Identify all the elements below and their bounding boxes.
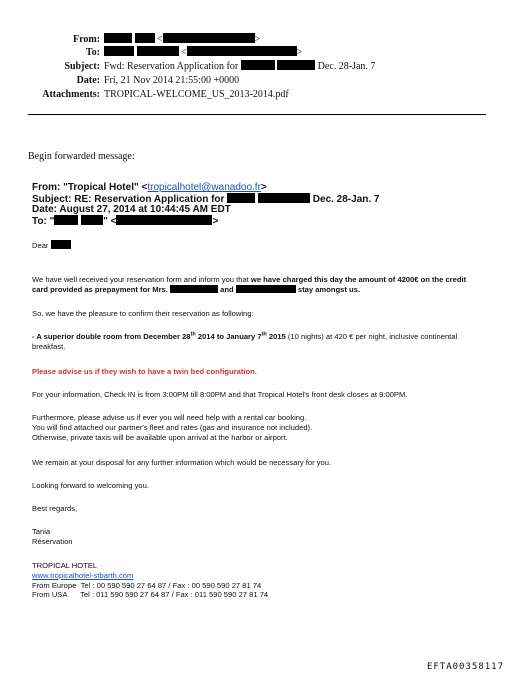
paragraph-rental: Furthermore, please advise us if ever you will need help with a rental car booking. You will find attached our partner's fleet and rates (gas and insurance not included). Otherwise, private taxis will be available upon arrival at the harbor or airport. [32, 413, 313, 442]
forward-note: Begin forwarded message: [28, 151, 135, 162]
hotel-website-link[interactable]: www.tropicalhotel-stbarth.com [32, 570, 134, 580]
hotel-contact [32, 561, 482, 600]
from-label: From: [72, 34, 100, 45]
greeting: Dear [32, 240, 482, 251]
europe-phone: Tel : 00 590 590 27 64 87 / Fax : 00 590 590 27 81 74 [80, 580, 262, 590]
fwd-from: From: "Tropical Hotel" <tropicalhotel@wanadoo.fr> [32, 182, 267, 193]
paragraph-twin-bed: Please advise us if they wish to have a twin bed configuration. [32, 367, 257, 376]
attachments-value[interactable]: TROPICAL-WELCOME_US_2013-2014.pdf [104, 89, 289, 100]
usa-phone: Tel : 011 590 590 27 64 87 / Fax : 011 590 590 27 81 74 [80, 590, 269, 600]
paragraph-welcome: Looking forward to welcoming you. [32, 481, 149, 490]
signature [32, 527, 482, 547]
fwd-subject: Subject: RE: Reservation Application for Dec. 28-Jan. 7 [32, 194, 380, 205]
date-value: Fri, 21 Nov 2014 21:55:00 +0000 [104, 75, 240, 86]
subject-value: Fwd: Reservation Application for Dec. 28-Jan. 7 [104, 61, 376, 72]
paragraph-checkin: For your information, Check IN is from 3:00PM till 8:00PM and that Tropical Hotel's front desk closes at 9:00PM. [32, 390, 408, 399]
to-value: < > [104, 46, 302, 59]
usa-label: From USA [32, 590, 68, 600]
bates-number: EFTA00358117 [426, 662, 504, 672]
sig-name: Tania [32, 527, 51, 536]
from-value: < > [104, 33, 260, 46]
sender-email-link[interactable]: tropicalhotel@wanadoo.fr [147, 182, 261, 193]
paragraph-room: - A superior double room from December 28th 2014 to January 7th 2015 (10 nights) at 420 € per night, inclusive continental breakfast. [32, 331, 458, 351]
subject-label: Subject: [64, 61, 100, 72]
header-divider [28, 114, 486, 115]
paragraph-confirm: So, we have the pleasure to confirm their reservation as following: [32, 309, 254, 318]
europe-label: From Europe [32, 580, 77, 590]
fwd-to: To: " " < > [32, 216, 219, 227]
date-label: Date: [76, 75, 100, 86]
to-label: To: [85, 47, 100, 58]
closing: Best regards, [32, 504, 78, 513]
paragraph-charge: We have well received your reservation form and inform you that we have charged this day the amount of 4200€ on the credit card provided as prepayment for Mrs. and stay amongst us. [32, 275, 467, 294]
fwd-date: Date: August 27, 2014 at 10:44:45 AM EDT [32, 204, 231, 215]
paragraph-disposal: We remain at your disposal for any further information which would be necessary for you. [32, 458, 332, 467]
hotel-name: TROPICAL HOTEL [32, 561, 98, 570]
attachments-label: Attachments: [42, 89, 100, 100]
sig-role: Réservation [32, 536, 73, 546]
